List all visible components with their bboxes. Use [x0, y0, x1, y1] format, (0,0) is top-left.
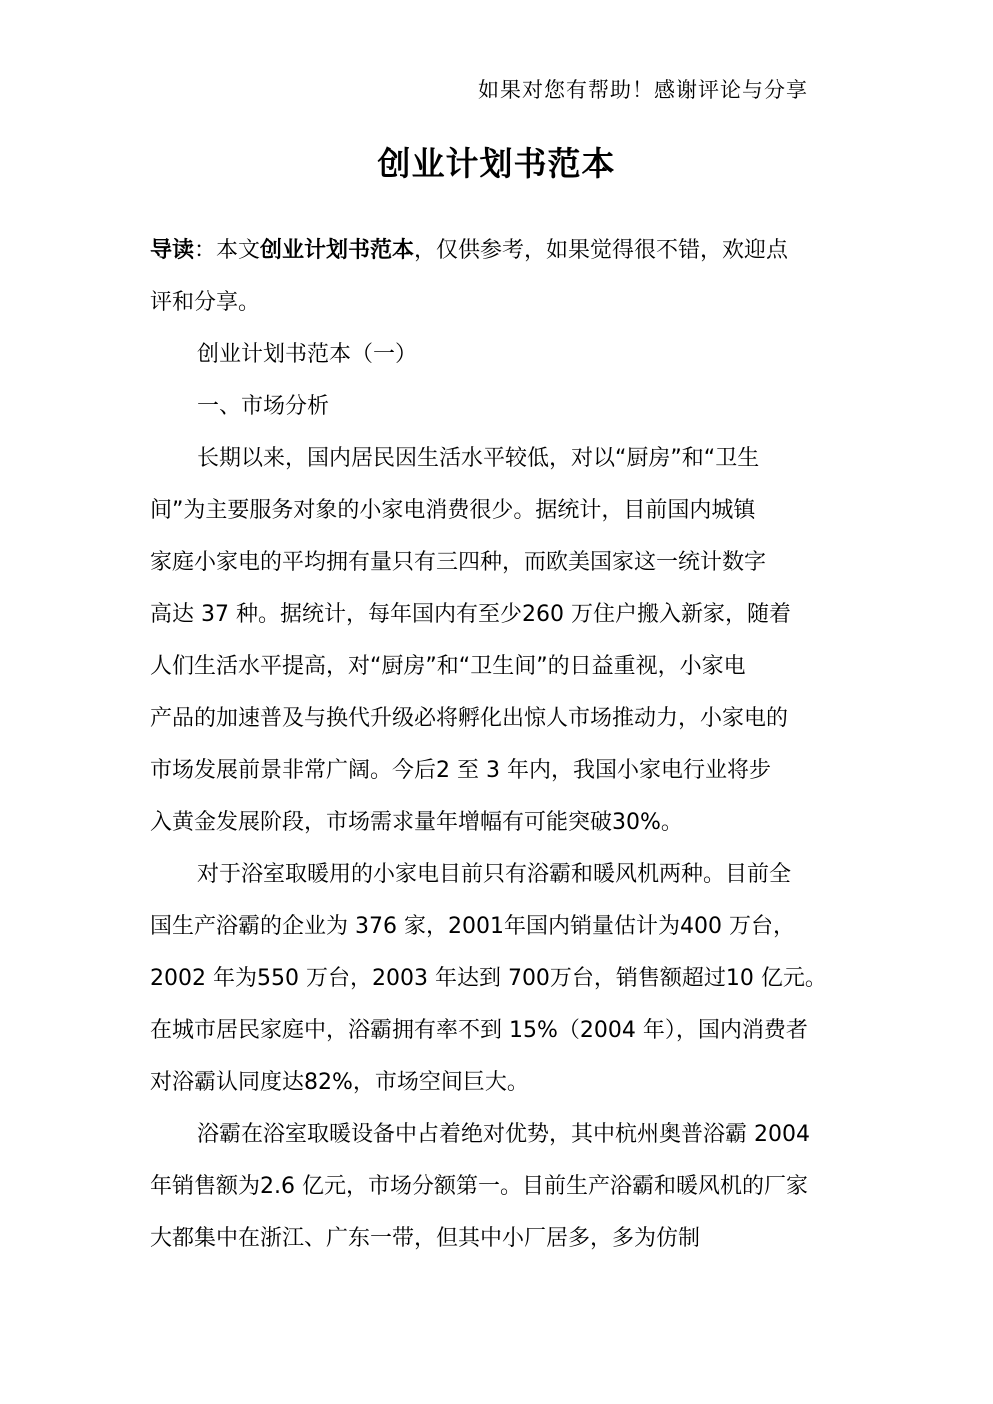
paragraph-line: 浴霸在浴室取暖设备中占着绝对优势，其中杭州奥普浴霸 2004 — [197, 1122, 810, 1147]
paragraph-line: 间”为主要服务对象的小家电消费很少。据统计，目前国内城镇 — [150, 498, 756, 523]
paragraph-line: 高达 37 种。据统计，每年国内有至少260 万住户搬入新家，随着 — [150, 602, 791, 627]
paragraph-line: 国生产浴霸的企业为 376 家，2001年国内销量估计为400 万台， — [150, 914, 795, 939]
section-title: 创业计划书范本（一） — [197, 342, 418, 367]
paragraph-line: 家庭小家电的平均拥有量只有三四种，而欧美国家这一统计数字 — [150, 550, 767, 575]
intro-rest: ，仅供参考，如果觉得很不错，欢迎点 — [414, 238, 789, 263]
paragraph-line: 对浴霸认同度达82%，市场空间巨大。 — [150, 1070, 529, 1095]
paragraph-line: 市场发展前景非常广阔。今后2 至 3 年内，我国小家电行业将步 — [150, 758, 771, 783]
paragraph-line: 在城市居民家庭中，浴霸拥有率不到 15%（2004 年），国内消费者 — [150, 1018, 808, 1043]
paragraph-line: 2002 年为550 万台，2003 年达到 700万台，销售额超过10 亿元。 — [150, 966, 827, 991]
paragraph-line: 大都集中在浙江、广东一带，但其中小厂居多，多为仿制 — [150, 1226, 701, 1251]
subsection-title: 一、市场分析 — [197, 394, 330, 419]
paragraph-line: 对于浴室取暖用的小家电目前只有浴霸和暖风机两种。目前全 — [197, 862, 792, 887]
paragraph-line: 年销售额为2.6 亿元，市场分额第一。目前生产浴霸和暖风机的厂家 — [150, 1174, 808, 1199]
intro-bold-title: 创业计划书范本 — [260, 238, 415, 263]
paragraph-line: 入黄金发展阶段，市场需求量年增幅有可能突破30%。 — [150, 810, 683, 835]
header-note: 如果对您有帮助！感谢评论与分享 — [478, 78, 808, 102]
intro-line-2: 评和分享。 — [150, 290, 261, 315]
paragraph-line: 产品的加速普及与换代升级必将孵化出惊人市场推动力，小家电的 — [150, 706, 789, 731]
intro-line-1 — [150, 236, 788, 266]
paragraph-line: 人们生活水平提高，对“厨房”和“卫生间”的日益重视，小家电 — [150, 654, 746, 679]
intro-label: 导读 — [150, 238, 195, 263]
paragraph-line: 长期以来，国内居民因生活水平较低，对以“厨房”和“卫生 — [197, 446, 760, 471]
intro-colon: ：本文 — [194, 238, 261, 263]
document-title: 创业计划书范本 — [377, 144, 616, 183]
